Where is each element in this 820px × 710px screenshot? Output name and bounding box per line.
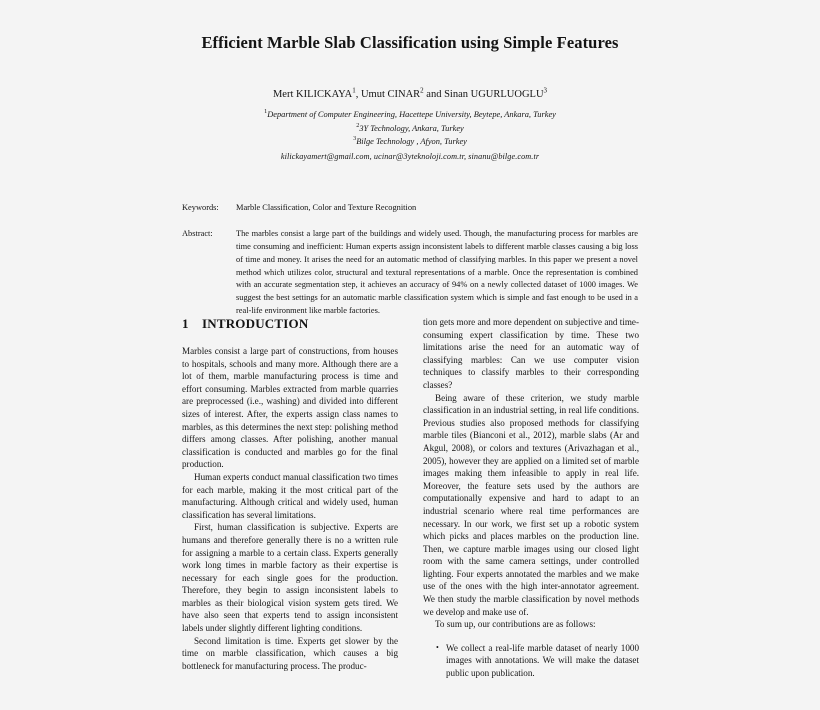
keywords-text: Marble Classification, Color and Texture Recognition: [236, 203, 417, 213]
author-separator-1: ,: [355, 88, 361, 100]
author-marker-3: 3: [543, 86, 548, 95]
body-columns: [182, 316, 638, 696]
affiliation-2: [182, 122, 638, 136]
paragraph: Being aware of these criterion, we study marble classification in an industrial setting, in real life conditions. Previous studies also proposed methods for classifying marble tiles (Bianconi et al., 2012), marble slabs (Ar and Akgul, 2008), or colors and textures (Arivazhagan et al., 2005), however they are applied on a limited set of marble images making them infeasible to apply in real life. Moreover, the feature sets used by the authors are computationally expensive and hard to adapt to an industrial scenario where real time performances are necessary. In our work, we first set up a robotic system which picks and places marbles on the production line. Then, we capture marble images using our closed light room with the same camera settings, under controlled lighting. Four experts annotated the marbles and we make use of the ones with the high inter-annotator agreement. We then study the marble classification by novel methods we develop and make use of.: [423, 392, 639, 617]
section-heading-introduction: [182, 316, 398, 332]
paragraph: Marbles consist a large part of constructions, from houses to hospitals, schools and many more. Although there are a lot of them, marble manufacturing process is time and effort consuming. Marbles extracted from marble quarries are preprocessed (i.e., washing) and divided into different sizes of interest. After, the experts assign class names to marbles, as this determines the next step: polishing method differs among classes. After polishing, another manual classification is conducted and marbles go for the final production.: [182, 346, 398, 470]
abstract-text: The marbles consist a large part of the buildings and widely used. Though, the manufacturing process for marbles are time consuming and inefficient: Human experts assign inconsistent labels to different marble classes causing a big loss of time and money. It arises the need for an automatic method of classifying marbles. In this paper we present a novel method which utilizes color, structural and textural representations of a marble. Once the representation is combined with an accurate segmentation step, it achieves an accuracy of 94% on a newly collected dataset of 1000 images. We suggest the best settings for an automatic marble classification system which is simple and fast enough to be used in a real-life environment like marble factories.: [236, 228, 638, 316]
affiliation-text-3: Bilge Technology , Afyon, Turkey: [356, 137, 467, 147]
author-name-1: Mert KILICKAYA: [272, 88, 353, 100]
author-emails: kilickayamert@gmail.com, ucinar@3yteknoloji.com.tr, sinanu@bilge.com.tr: [280, 152, 540, 162]
paragraph: To sum up, our contributions are as follows:: [435, 619, 596, 630]
affiliation-marker-2: 2: [356, 122, 360, 130]
bullet-icon: •: [436, 643, 439, 653]
abstract-label: Abstract:: [182, 228, 213, 238]
affiliation-text-1: Department of Computer Engineering, Hacettepe University, Beytepe, Ankara, Turkey: [267, 110, 556, 120]
author-marker-1: 1: [352, 86, 356, 95]
paragraph: First, human classification is subjective. Experts are humans and therefore generally there is no a written rule for assigning a marble to a certain class. Experts generally work long times in marble factory as their expertise is necessary for each single goes for the production. Therefore, they begin to assign inconsistent labels to marbles as their biological vision system gets tired. We have also seen that experts tend to assign inconsistent labels under slightly different lighting conditions.: [182, 522, 398, 634]
affiliation-text-2: 3Y Technology, Ankara, Turkey: [359, 123, 464, 133]
author-name-2: Umut CINAR: [360, 88, 421, 100]
affiliation-marker-3: 3: [353, 135, 357, 143]
section-number: 1: [182, 316, 189, 331]
paragraph: Human experts conduct manual classification two times for each marble, making it the most critical part of the manufacturing. Although critical and widely used, human classification has several limitations.: [182, 471, 398, 520]
column-left: [182, 316, 398, 696]
affiliation-1: [182, 108, 638, 122]
section-title: INTRODUCTION: [202, 316, 309, 331]
author-name-3: Sinan UGURLUOGLU: [444, 88, 544, 100]
keywords-abstract-block: [0, 202, 820, 318]
page-title: Efficient Marble Slab Classification using Simple Features: [201, 33, 619, 52]
author-conjunction: and: [423, 88, 445, 100]
paragraph: Second limitation is time. Experts get slower by the time on marble classification, which causes a big bottleneck for manufacturing process. The produc-: [182, 635, 398, 671]
keywords-row: [182, 202, 638, 215]
paragraph: tion gets more and more dependent on subjective and time-consuming expert classification by time. These two limitations arise the need for an automatic way of classifying marbles: Can we use computer vision techniques to classify marbles to their corresponding classes?: [423, 317, 639, 390]
affiliation-3: [182, 135, 638, 149]
contributions-list: [423, 642, 639, 680]
keywords-label: Keywords:: [182, 203, 219, 213]
column-right: [423, 316, 639, 696]
abstract-row: [182, 228, 638, 318]
affiliation-list: [182, 108, 638, 149]
title-block: [0, 0, 820, 161]
list-item-text: We collect a real-life marble dataset of nearly 1000 images with annotations. We will make the dataset public upon publication.: [446, 642, 639, 679]
affiliation-marker-1: 1: [264, 108, 268, 116]
list-item: [437, 642, 639, 680]
author-marker-2: 2: [420, 86, 424, 95]
author-list: [182, 88, 638, 102]
